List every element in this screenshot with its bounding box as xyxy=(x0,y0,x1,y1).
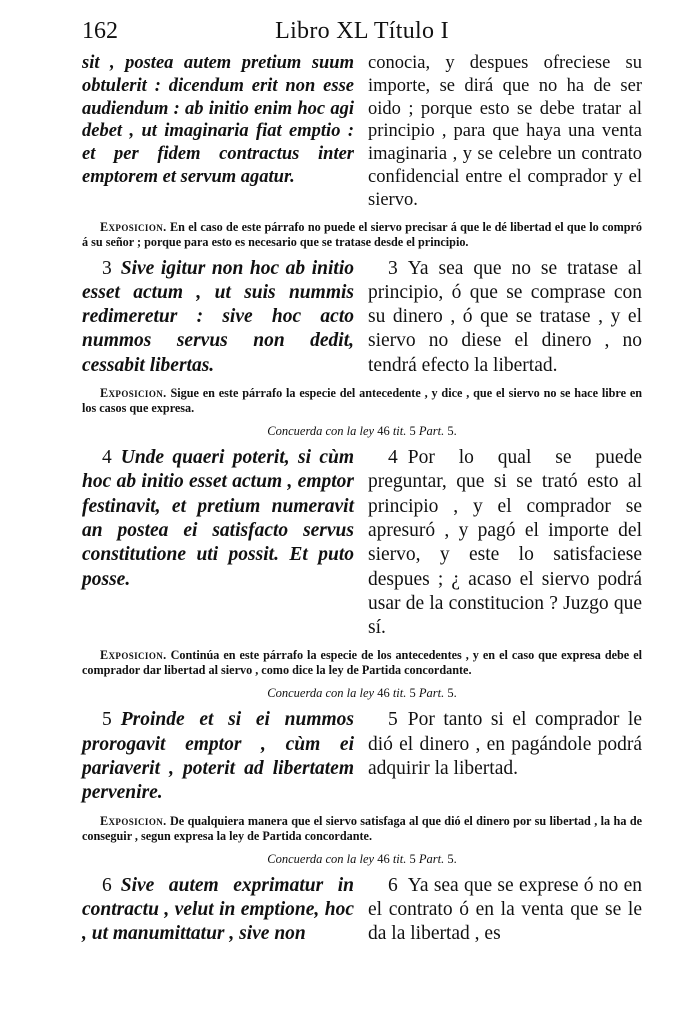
paragraph-number: 6 xyxy=(102,874,112,896)
latin-body: Sive igitur non hoc ab initio esset actum , ut suis nummis redimeretur : sive hoc acto nummos servus non dedit, cessabit libertas. xyxy=(82,257,354,376)
concordance-ley: 46 xyxy=(377,686,390,701)
page-header xyxy=(82,18,642,54)
paragraph-number: 5 xyxy=(102,709,112,731)
page-number: 162 xyxy=(82,18,118,44)
exposicion-text: En el caso de este párrafo no puede el siervo precisar á que le dé libertad el que lo compró á su señor ; porque para esto es necesario que se tratase desde el principio. xyxy=(82,219,643,249)
concordance-text: Concuerda con la ley xyxy=(267,424,375,439)
latin-body: Sive autem exprimatur in contractu , velut in emptione, hoc , ut manumittatur , sive non xyxy=(82,874,354,945)
paragraph-number: 6 xyxy=(388,874,398,896)
latin-body: sit , postea autem pretium suum obtulerit : dicendum erit non esse audiendum : ab initio enim hoc agi debet , ut imaginaria fiat emptio : et per fidem contractus inter emptorem et servum agatur. xyxy=(82,53,354,187)
exposicion-note xyxy=(82,386,642,416)
latin-text xyxy=(82,446,354,640)
concordance-tit: 5 xyxy=(409,424,416,439)
latin-text xyxy=(82,257,354,378)
spanish-text xyxy=(368,708,642,805)
latin-text xyxy=(82,708,354,805)
concordance-tit-label: tit. xyxy=(392,851,407,866)
paragraph-number: 3 xyxy=(102,257,112,279)
spanish-body: Ya sea que se exprese ó no en el contrato ó en la venta que se le da la libertad , es xyxy=(368,874,642,945)
paragraph-5 xyxy=(82,708,642,805)
exposicion-note xyxy=(82,220,642,250)
exposicion-note xyxy=(82,814,642,844)
exposicion-text: Sigue en este párrafo la especie del antecedente , y dice , que el siervo no se hace libre en los casos que expresa. xyxy=(82,386,643,416)
latin-body: Proinde et si ei nummos prorogavit emptor , cùm ei pariaverit , poterit ad libertatem pervenire. xyxy=(82,709,354,804)
concordance-tit-label: tit. xyxy=(392,424,407,439)
exposicion-label: Exposicion. xyxy=(100,648,167,663)
exposicion-note xyxy=(82,648,642,678)
paragraph-number: 3 xyxy=(388,257,398,279)
spanish-text xyxy=(368,52,642,212)
concordance-text: Concuerda con la ley xyxy=(267,686,375,701)
concordance-text: Concuerda con la ley xyxy=(267,851,375,866)
concordance-line xyxy=(82,852,642,867)
spanish-body: Ya sea que no se tratase al principio, ó que se comprase con su dinero , ó que se tratase , y el siervo no diese el dinero , no tendrá efecto la libertad. xyxy=(368,257,642,376)
exposicion-label: Exposicion. xyxy=(100,219,167,234)
exposicion-label: Exposicion. xyxy=(100,386,167,401)
exposicion-text: Continúa en este párrafo la especie de los antecedentes , y en el caso que expresa debe el comprador dar libertad al siervo , como dice la ley de Partida concordante. xyxy=(82,648,642,678)
concordance-part: 5. xyxy=(447,424,457,439)
paragraph-number: 4 xyxy=(102,447,112,469)
book-page xyxy=(82,18,642,947)
concordance-part: 5. xyxy=(447,851,457,866)
spanish-text xyxy=(368,446,642,640)
spanish-body: Por lo qual se puede preguntar, que si se trató esto al principio , y el comprador se apresuró , y pagó el importe del siervo, y este lo satisfaciese despues ; ¿ acaso el siervo podrá usar de la constitucion ? Juzgo que sí. xyxy=(368,447,642,639)
paragraph-number: 5 xyxy=(388,709,398,731)
concordance-ley: 46 xyxy=(377,851,390,866)
concordance-part-label: Part. xyxy=(418,686,445,701)
concordance-tit: 5 xyxy=(409,851,416,866)
concordance-ley: 46 xyxy=(377,424,390,439)
concordance-part: 5. xyxy=(447,686,457,701)
concordance-tit-label: tit. xyxy=(392,686,407,701)
concordance-line xyxy=(82,424,642,439)
spanish-text xyxy=(368,257,642,378)
exposicion-text: De qualquiera manera que el siervo satisfaga al que dió el dinero por su libertad , la ha de conseguir , segun expresa la ley de Partida concordante. xyxy=(82,813,643,843)
spanish-body: Por tanto si el comprador le dió el dinero , en pagándole podrá adquirir la libertad. xyxy=(368,709,642,780)
spanish-body: conocia, y despues ofreciese su importe, se dirá que no ha de ser oido ; porque esto se debe tratar al principio , para que haya una venta imaginaria , y se celebre un contrato confidencial entre el comprador y el siervo. xyxy=(368,53,642,210)
concordance-tit: 5 xyxy=(409,686,416,701)
running-title: Libro XL Título I xyxy=(275,18,449,44)
latin-body: Unde quaeri poterit, si cùm hoc ab initio esset actum , emptor festinavit, et pretium numeravit an postea ei satisfacto servus constitutione uti possit. Et puto posse. xyxy=(82,447,354,590)
paragraph-3 xyxy=(82,257,642,378)
concordance-part-label: Part. xyxy=(418,424,445,439)
paragraph-2-continuation xyxy=(82,52,642,212)
exposicion-label: Exposicion. xyxy=(100,813,167,828)
concordance-part-label: Part. xyxy=(418,851,445,866)
latin-text xyxy=(82,874,354,947)
paragraph-4 xyxy=(82,446,642,640)
latin-text xyxy=(82,52,354,212)
spanish-text xyxy=(368,874,642,947)
paragraph-number: 4 xyxy=(388,447,398,469)
concordance-line xyxy=(82,686,642,701)
paragraph-6 xyxy=(82,874,642,947)
